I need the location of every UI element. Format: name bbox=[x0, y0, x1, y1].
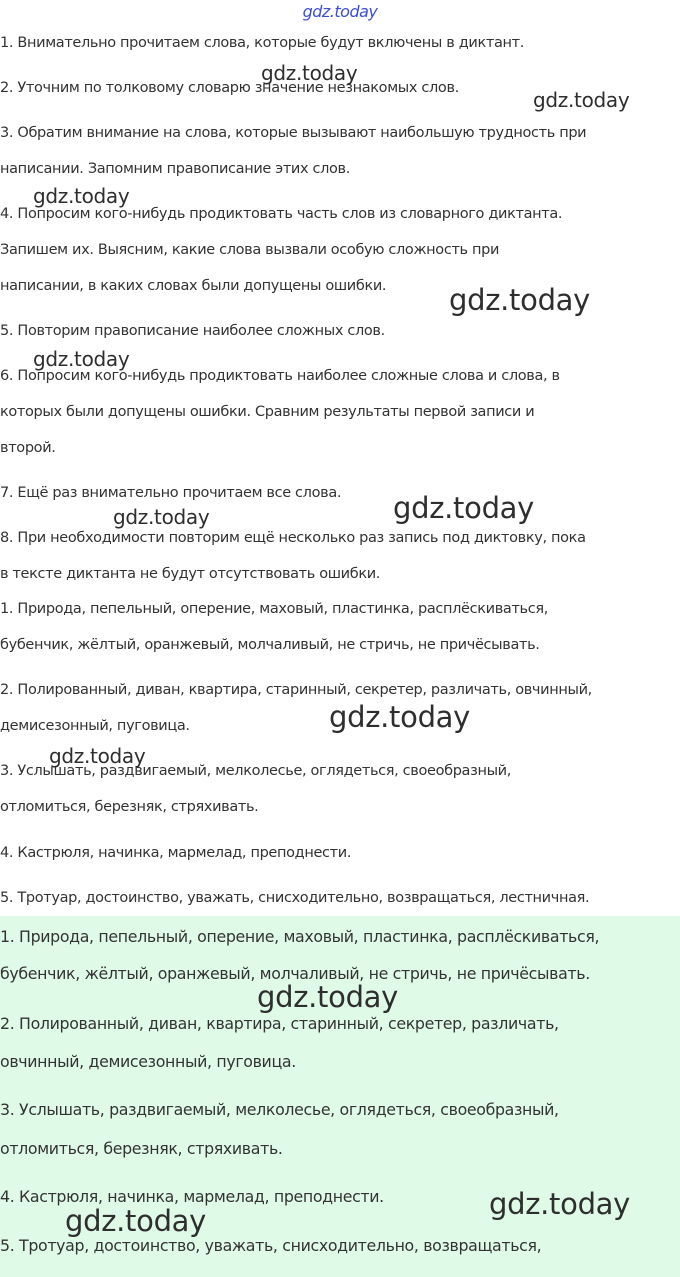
word-group-line: демисезонный, пуговица. bbox=[0, 718, 190, 734]
watermark: gdz.today bbox=[533, 88, 630, 112]
watermark: gdz.today bbox=[113, 505, 210, 529]
step-line: 7. Ещё раз внимательно прочитаем все слова. bbox=[0, 485, 342, 501]
word-group-line: отломиться, березняк, стряхивать. bbox=[0, 799, 259, 815]
step-line: второй. bbox=[0, 440, 56, 456]
answer-line: бубенчик, жёлтый, оранжевый, молчаливый, не стричь, не причёсывать. bbox=[0, 964, 590, 983]
step-line: в тексте диктанта не будут отсутствовать ошибки. bbox=[0, 566, 381, 582]
word-group-line: 3. Услышать, раздвигаемый, мелколесье, оглядеться, своеобразный, bbox=[0, 763, 511, 779]
watermark: gdz.today bbox=[393, 491, 535, 525]
word-group-line: 4. Кастрюля, начинка, мармелад, преподнести. bbox=[0, 845, 352, 861]
answer-line: 5. Тротуар, достоинство, уважать, снисходительно, возвращаться, bbox=[0, 1236, 542, 1255]
answer-line: овчинный, демисезонный, пуговица. bbox=[0, 1052, 296, 1071]
word-group-line: бубенчик, жёлтый, оранжевый, молчаливый, не стричь, не причёсывать. bbox=[0, 637, 540, 653]
step-line: 4. Попросим кого-нибудь продиктовать часть слов из словарного диктанта. bbox=[0, 206, 563, 222]
step-line: которых были допущены ошибки. Сравним результаты первой записи и bbox=[0, 404, 535, 420]
watermark: gdz.today bbox=[449, 283, 591, 317]
answer-line: 3. Услышать, раздвигаемый, мелколесье, оглядеться, своеобразный, bbox=[0, 1100, 559, 1119]
watermark: gdz.today bbox=[33, 184, 130, 208]
watermark: gdz.today bbox=[489, 1187, 631, 1221]
step-line: 6. Попросим кого-нибудь продиктовать наиболее сложные слова и слова, в bbox=[0, 368, 560, 384]
step-line: 5. Повторим правописание наиболее сложных слов. bbox=[0, 323, 385, 339]
word-group-line: 5. Тротуар, достоинство, уважать, снисходительно, возвращаться, лестничная. bbox=[0, 890, 590, 906]
step-line: Запишем их. Выясним, какие слова вызвали особую сложность при bbox=[0, 242, 500, 258]
word-group-line: 1. Природа, пепельный, оперение, маховый, пластинка, расплёскиваться, bbox=[0, 601, 548, 617]
step-line: 1. Внимательно прочитаем слова, которые будут включены в диктант. bbox=[0, 35, 524, 51]
step-line: 2. Уточним по толковому словарю значение незнакомых слов. bbox=[0, 80, 459, 96]
answer-line: 4. Кастрюля, начинка, мармелад, преподнести. bbox=[0, 1187, 384, 1206]
watermark: gdz.today bbox=[33, 347, 130, 371]
watermark: gdz.today bbox=[65, 1204, 207, 1238]
site-logo[interactable]: gdz.today bbox=[302, 2, 378, 21]
answer-line: 2. Полированный, диван, квартира, старинный, секретер, различать, bbox=[0, 1014, 559, 1033]
watermark: gdz.today bbox=[261, 61, 358, 85]
step-line: написании, в каких словах были допущены ошибки. bbox=[0, 278, 387, 294]
step-line: 8. При необходимости повторим ещё несколько раз запись под диктовку, пока bbox=[0, 530, 586, 546]
watermark: gdz.today bbox=[257, 980, 399, 1014]
step-line: 3. Обратим внимание на слова, которые вызывают наибольшую трудность при bbox=[0, 125, 587, 141]
watermark: gdz.today bbox=[329, 700, 471, 734]
step-line: написании. Запомним правописание этих слов. bbox=[0, 161, 351, 177]
word-group-line: 2. Полированный, диван, квартира, старинный, секретер, различать, овчинный, bbox=[0, 682, 592, 698]
watermark: gdz.today bbox=[49, 744, 146, 768]
answer-line: отломиться, березняк, стряхивать. bbox=[0, 1139, 283, 1158]
answer-line: 1. Природа, пепельный, оперение, маховый, пластинка, расплёскиваться, bbox=[0, 927, 600, 946]
